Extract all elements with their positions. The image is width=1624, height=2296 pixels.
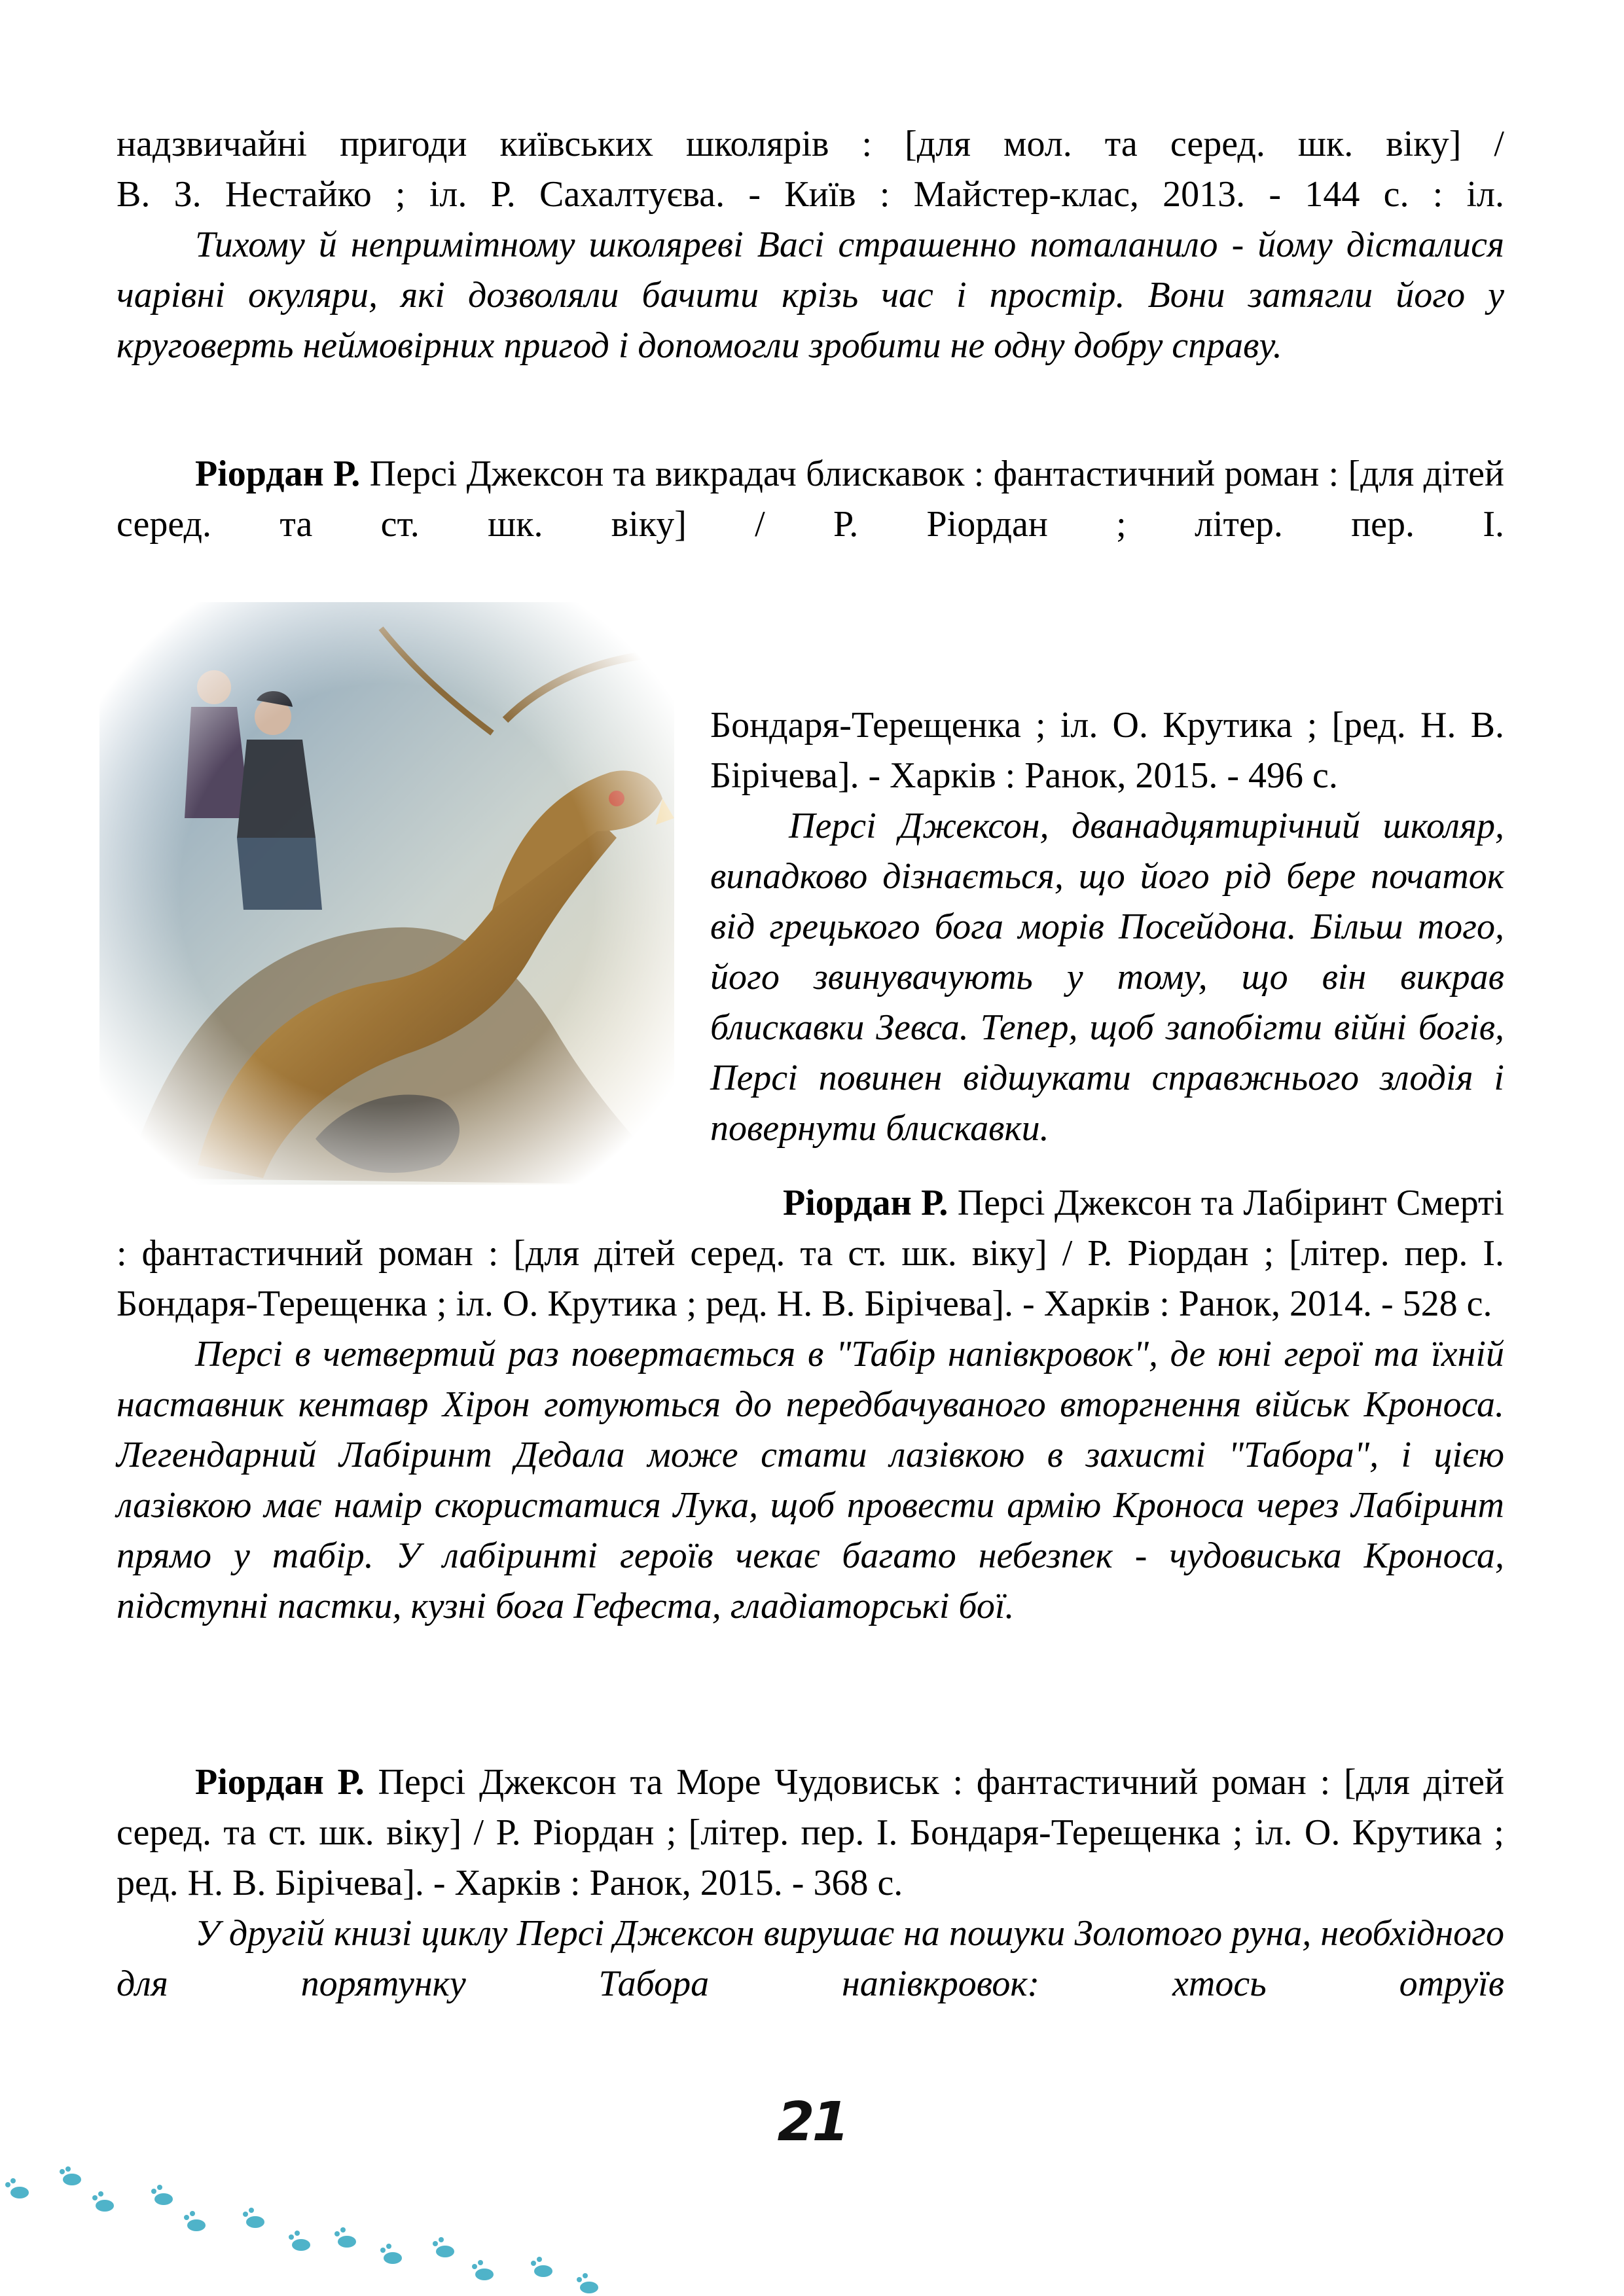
annotation: Персі Джексон, дванадцятирічний школяр, випадково дізнається, що його рід бере початок від грецького бога морів Посейдона. Більш того, його звинувачують у тому, що він викрав блискавки Зевса. Тепер, щоб запобігти війні богів, Персі повинен відшукати справжнього злодія і повернути блискавки. <box>710 806 1504 1149</box>
entry-sea-of-monsters <box>117 1757 1504 2009</box>
book-cover-illustration <box>99 602 674 1185</box>
author-name: Ріордан Р. <box>783 1183 948 1223</box>
entry-nestaiko-continued <box>117 119 1504 371</box>
record-text: Персі Джексон та Лабіринт Смерті : фантастичний роман : [для дітей серед. та ст. шк. віку] / Р. Ріордан ; [літер. пер. І. Бондаря-Терещенка ; іл. О. Крутика ; ред. Н. В. Бірічева]. - Харків : Ранок, 2014. - 528 с. <box>117 1183 1504 1324</box>
footprints-trail-icon <box>0 2160 655 2296</box>
bibliographic-record <box>117 1757 1504 1909</box>
annotation: Персі в четвертий раз повертається в "Табір напівкровок", де юні герої та їхній наставник кентавр Хірон готуються до передбачуваного вторгнення військ Кроноса. Легендарний Лабіринт Дедала може стати лазівкою в захисті "Табора", і цією лазівкою має намір скористатися Лука, щоб провести армію Кроноса через Лабіринт прямо у табір. У лабіринті героїв чекає багато небезпек - чудовиська Кроноса, підступні пастки, кузні бога Гефеста, гладіаторські бої. <box>117 1334 1504 1626</box>
entry-labyrinth <box>117 1178 1504 1632</box>
bib-line: надзвичайні пригоди київських школярів : [для мол. та серед. шк. віку] / <box>117 124 1504 164</box>
author-name: Ріордан Р. <box>195 1762 365 1803</box>
record-text-continued: Бондаря-Терещенка ; іл. О. Крутика ; [ред. Н. В. Бірічева]. - Харків : Ранок, 2015. - 496 с. <box>710 705 1504 796</box>
record-text: Персі Джексон та Море Чудовиськ : фантастичний роман : [для дітей серед. та ст. шк. віку] / Р. Ріордан ; [літер. пер. І. Бондаря-Терещенка ; іл. О. Крутика ; ред. Н. В. Бірічева]. - Харків : Ранок, 2015. - 368 с. <box>117 1762 1504 1903</box>
entry-lightning-thief-side <box>710 700 1504 1154</box>
annotation: У другій книзі циклу Персі Джексон вирушає на пошуки Золотого руна, необхідного для порятунку Табора напівкровок: хтось отруїв <box>117 1913 1504 2004</box>
annotation: Тихому й непримітному школяреві Васі страшенно поталанило - йому дісталися чарівні окуляри, які дозволяли бачити крізь час і простір. Вони затягли його у круговерть неймовірних пригод і допомогли зробити не одну добру справу. <box>117 224 1504 366</box>
page-number: 21 <box>777 2091 847 2153</box>
bibliographic-record <box>117 1178 1504 1329</box>
author-name: Ріордан Р. <box>195 454 361 494</box>
entry-lightning-thief <box>117 449 1504 550</box>
record-text: Персі Джексон та викрадач блискавок : фантастичний роман : [для дітей серед. та ст. шк. віку] / Р. Ріордан ; літер. пер. І. <box>117 454 1504 545</box>
bibliographic-record <box>117 449 1504 550</box>
bib-line: В. З. Нестайко ; іл. Р. Сахалтуєва. - Київ : Майстер-клас, 2013. - 144 с. : іл. <box>117 174 1504 215</box>
